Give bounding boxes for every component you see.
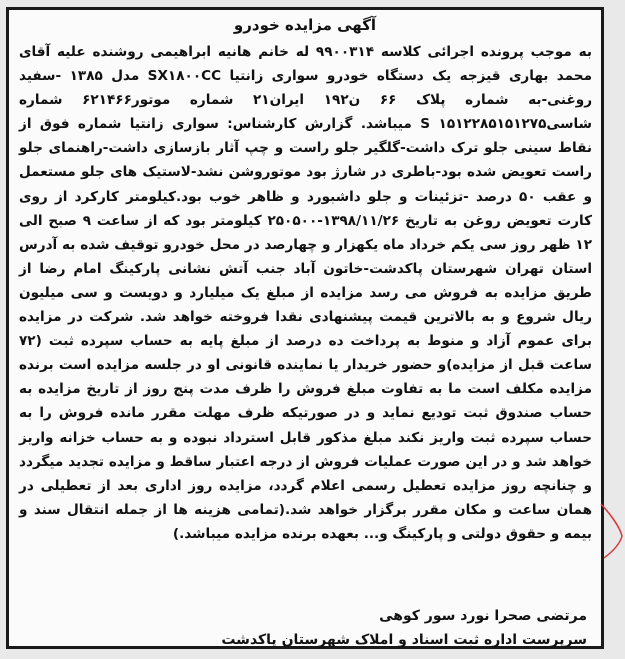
auction-notice bbox=[6, 7, 604, 649]
notice-body: به موجب پرونده اجرائی کلاسه ۹۹۰۰۳۱۴ له خانم هانیه ابراهیمی روشنده علیه آقای محمد بهاری قیزجه یک دستگاه خودرو سواری زانتیا SX۱۸۰۰CC مدل ۱۳۸۵ -سفید روغنی-به شماره پلاک ۶۶ ن۱۹۲ ایران۲۱ شماره موتور۶۲۱۴۶۶ شماره شاسی۱۵۱۲۲۸۵۱۵۱۲۷۵ S میباشد. گزارش کارشناس: سواری زانتیا شماره فوق از نقاط سینی جلو ترک داشت-گلگیر جلو راست و چپ آثار بازسازی داشت-راهنمای جلو راست تعویض شده بود-باطری در شارژ بود موتوروشن نشد-لاستیک های جلو مستعمل و عقب ۵۰ درصد -تزئینات و جلو داشبورد و ظاهر خوب بود.کیلومتر کارکرد از روی کارت تعویض روغن به تاریخ ۱۳۹۸/۱۱/۲۶-۲۵۰۵۰۰ کیلومتر بود که از ساعت ۹ صبح الی ۱۲ ظهر روز سی یکم خرداد ماه یکهزار و چهارصد در محل خودرو توقیف شده به آدرس استان تهران شهرستان پاکدشت-خاتون آباد جنب آتش نشانی پارکینگ امام رضا از طریق مزایده به فروش می رسد مزایده از مبلغ یک میلیارد و دویست و سی میلیون ریال شروع و به بالاترین قیمت پیشنهادی نقدا فروخته خواهد شد. شرکت در مزایده برای عموم آزاد و منوط به پرداخت ده درصد از مبلغ پایه به حساب سپرده ثبت (۷۲ ساعت قبل از مزایده)و حضور خریدار یا نماینده قانونی او در جلسه مزایده است برنده مزایده مکلف است ما به تفاوت مبلغ فروش را ظرف مدت پنج روز از تاریخ مزایده به حساب صندوق ثبت تودیع نماید و در صورتیکه ظرف مهلت مقرر مانده فروش را به حساب سپرده ثبت واریز نکند مبلغ مذکور قابل استرداد نبوده و به حساب خزانه واریز خواهد شد و در این صورت عملیات فروش از درجه اعتبار ساقط و مزایده تجدید میگردد و چنانچه روز مزایده تعطیل رسمی اعلام گردد، مزایده روز اداری بعد از تعطیلی در همان ساعت و مکان مقرر برگزار خواهد شد.(تمامی هزینه ها از جمله انتقال سند و بیمه و حقوق دولتی و پارکینگ و... بعهده برنده مزایده میباشد.) bbox=[19, 44, 593, 542]
signatory-title: سرپرست اداره ثبت اسناد و املاک شهرستان پاکدشت bbox=[221, 632, 587, 648]
signatory-name: مرتضی صحرا نورد سور کوهی bbox=[379, 608, 587, 624]
red-margin-mark bbox=[598, 500, 625, 560]
notice-title: آگهی مزایده خودرو bbox=[233, 16, 377, 34]
